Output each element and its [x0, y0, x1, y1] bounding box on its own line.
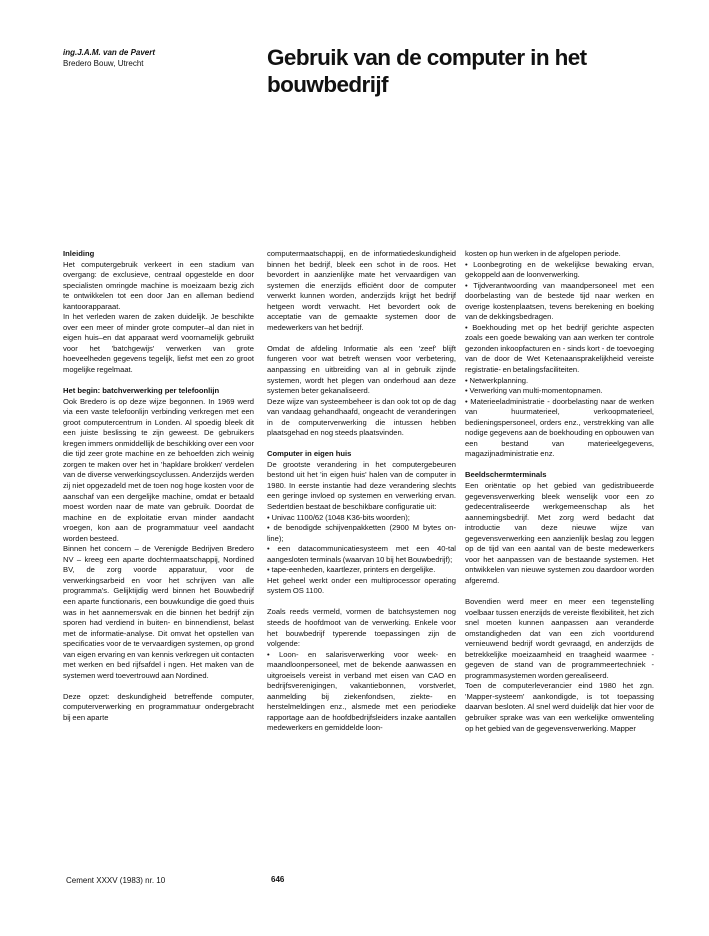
paragraph-gap [465, 460, 654, 471]
section-heading: Inleiding [63, 249, 95, 258]
body-paragraph: Zoals reeds vermeld, vormen de batchsystemen nog steeds de hoofdmoot van de verwerking. Enkele voor het bouwbedrijf typerende toepassingen zijn de volgende: [267, 607, 456, 649]
body-paragraph: Bovendien werd meer en meer een tegenstelling voelbaar tussen enerzijds de vereiste flexibiliteit, het zich snel moeten kunnen aanpassen aan veranderde omstandigheden dat van een zich voortdurend vernieuwend bedrijf wordt gevraagd, en anderzijds de betrekkelijke moeizaamheid en traagheid waarmee - gegeven de stand van de programmeertechniek - programmasystemen worden gerealiseerd. [465, 596, 654, 680]
text-column-1 [63, 249, 254, 869]
body-paragraph: • Netwerkplanning. [465, 375, 529, 385]
body-paragraph: • Verwerking van multi-momentopnamen. [465, 386, 603, 396]
body-paragraph: De grootste verandering in het computergebeuren bestond uit het 'in eigen huis' halen van de computer in 1980. In eerste instantie had deze verandering slechts een geringe invloed op systemen en verwerking ervan. Sedertdien bestaat de beschikbare configuratie uit: [267, 459, 456, 512]
author-organization: Bredero Bouw, Utrecht [63, 59, 144, 68]
paragraph-gap [267, 333, 456, 344]
section-heading: Beeldschermterminals [465, 470, 547, 480]
text-column-3 [465, 249, 654, 869]
body-paragraph: Het geheel werkt onder een multiprocessor operating system OS 1100. [267, 575, 456, 596]
text-column-2 [267, 249, 456, 869]
body-paragraph: Omdat de afdeling Informatie als een 'zeef' blijft fungeren voor wat betreft wensen voor verbetering, aanpassing en uitbreiding van al in gebruik zijnde systemen, wordt het plegen van onderhoud aan deze systemen beter gekanaliseerd. [267, 343, 456, 396]
body-paragraph: • tape-eenheden, kaartlezer, printers en dergelijke. [267, 565, 436, 575]
body-paragraph: kosten op hun werken in de afgelopen periode. [465, 249, 621, 258]
journal-citation: Cement XXXV (1983) nr. 10 [66, 876, 166, 885]
body-paragraph: • een datacommunicatiesysteem met een 40-tal aangesloten terminals (waarvan 10 bij het Bouwbedrijf); [267, 544, 456, 564]
body-paragraph: Binnen het concern – de Verenigde Bedrijven Bredero NV – kreeg een aparte dochtermaatschappij, Nordined BV, de zorg voorde apparatuur, voor de verwerkingsarbeid en voor het schrijven van alle programma's. Gelijktijdig werd binnen het Bouwbedrijf een aparte functionaris, een bouwkundige die goed thuis was in het aannemersvak en die binnen het bedrijf zijn sporen had verdiend in buiten- en binnendienst, belast met de informatie-analyse. Dit omvat het opstellen van specificaties voor de te vervaardigen systemen, op grond van eigen ervaring en van kennis verkregen uit contacten met werken en bed rijfsafdel i ngen. Het maken van de systemen werd toevertrouwd aan Nordined. [63, 544, 254, 680]
paragraph-gap [267, 597, 456, 608]
body-paragraph: • Materieeladministratie - doorbelasting naar de werken van huurmaterieel, verkoopmaterieel, bedieningspersoneel, orders enz., verstrekking van alle nodige gegevens aan de boekhouding en opbouwen van een bestand van materieelgegevens, magazijnadministratie enz. [465, 396, 654, 459]
paragraph-gap [465, 586, 654, 597]
section-heading: Het begin: batchverwerking per telefoonlijn [63, 386, 220, 396]
body-paragraph: • Loon- en salarisverwerking voor week- en maandloonpersoneel, met de bekende aanwassen en uitgroeisels vereist in verband met eisen van CAO en bedrijfsverenigingen, vakantiebonnen, vorstverlet, aanmelding bij ziekenfondsen, ziekte- en herstelmeldingen enz., alsmede met een periodieke rapportage aan de hoofdbedrijfsleiders inzake aantallen medewerkers en gemiddelde loon- [267, 649, 456, 733]
body-paragraph: Een oriëntatie op het gebied van gedistribueerde gegevensverwerking bleek wenselijk voor een zo gedecentraliseerde werkgemeenschap als het aannemingsbedrijf. Met zorg werd bedacht dat introductie van deze nieuwe wijze van gegevensverwerking een aanzienlijk beslag zou leggen op de tijd van een aantal van de beste medewerkers voor het aanpassen van de bestaande systemen. Het ontwikkelen van nieuwe systemen zou daardoor worden afgeremd. [465, 480, 654, 585]
body-paragraph: • Univac 1100/62 (1048 K36-bits woorden); [267, 512, 410, 522]
paragraph-gap [267, 439, 456, 450]
body-paragraph: • Tijdverantwoording van maandpersoneel met een doorbelasting van de bestede tijd naar werken en overige kostenplaatsen, tevens berekening en boeking van de dekkingsbedragen. [465, 280, 654, 322]
body-paragraph: Toen de computerleverancier eind 1980 het zgn. 'Mapper-systeem' aankondigde, is tot toepassing daarvan besloten. Al snel werd duidelijk dat hier voor de gebruiker sprake was van een werkelijke omwenteling op het gebied van de gegevensverwerking. Mapper [465, 681, 654, 733]
author-block [63, 47, 253, 69]
body-paragraph: • Boekhouding met op het bedrijf gerichte aspecten zoals een goede bewaking van aan werken ter controle gezonden inkoopfacturen en - sinds kort - de toevoeging van de door de Wet Ketenaansprakelijkheid vereiste registratie- en betalingsfaciliteiten. [465, 322, 654, 375]
author-name: ing.J.A.M. van de Pavert [63, 48, 156, 57]
section-heading: Computer in eigen huis [267, 449, 352, 459]
paragraph-gap [63, 376, 254, 387]
page-number: 646 [271, 875, 285, 884]
body-paragraph: Deze opzet: deskundigheid betreffende computer, computerverwerking en programmatuur ondergebracht bij een aparte [63, 691, 254, 722]
body-paragraph: Deze wijze van systeembeheer is dan ook tot op de dag van vandaag gehandhaafd, ongeacht de veranderingen in de computerverwerking die intussen hebben plaatsgehad en nog steeds plaatsvinden. [267, 396, 456, 438]
body-paragraph: In het verleden waren de zaken duidelijk. Je beschikte over een meer of minder grote computer–al dan niet in eigen huis–en dat apparaat werd voornamelijk gebruikt voor het 'batchgewijs' verwerken van grote hoeveelheden gegevens tegelijk, liefst met een zo groot mogelijke regelmaat. [63, 312, 254, 375]
body-paragraph: • de benodigde schijvenpakketten (2900 M bytes on-line); [267, 523, 456, 543]
article-title: Gebruik van de computer in het bouwbedrijf [267, 45, 587, 97]
body-paragraph: • Loonbegroting en de wekelijkse bewaking ervan, gekoppeld aan de loonverwerking. [465, 259, 654, 280]
body-paragraph: Het computergebruik verkeert in een stadium van overgang: de exclusieve, centraal opgestelde en door specialisten omringde machine is moeizaam bezig zich te ontwikkelen tot een door Jan en alleman bediend kantoorapparaat. [63, 259, 254, 311]
paragraph-gap [63, 681, 254, 692]
body-paragraph: Ook Bredero is op deze wijze begonnen. In 1969 werd via een vaste telefoonlijn verbinding verkregen met een groot computercentrum in Londen. Al spoedig bleek dit een juiste beslissing te zijn geweest. De gebruikers kregen immers onmiddellijk de beschikking over een voor die tijd zeer grote machine en ze behoefden zich weinig zorgen te maken over het in 'hapklare brokken' verdelen van de diverse verwerkingscyclussen. Anderzijds werden zij niet opgezadeld met de toen nog hoge kosten voor de aanschaf van een dergelijke machine, omdat er betaald moest worden naar de mate van gebruik. Doordat de machine en de exploitatie ervan minder aandacht vroegen, kon aan de programmatuur veel aandacht worden besteed. [63, 396, 254, 543]
body-paragraph: computermaatschappij, en de informatiedeskundigheid binnen het bedrijf, bleek een schot in de roos. Het bevordert in aanzienlijke mate het vervaardigen van systemen die enerzijds efficiënt door de computer verwerkt kunnen worden, anderzijds krijgt het bedrijf hetgeen wordt verwacht. Het bevordert ook de acceptatie van de gemaakte systemen door de medewerkers van het bedrijf. [267, 249, 456, 332]
